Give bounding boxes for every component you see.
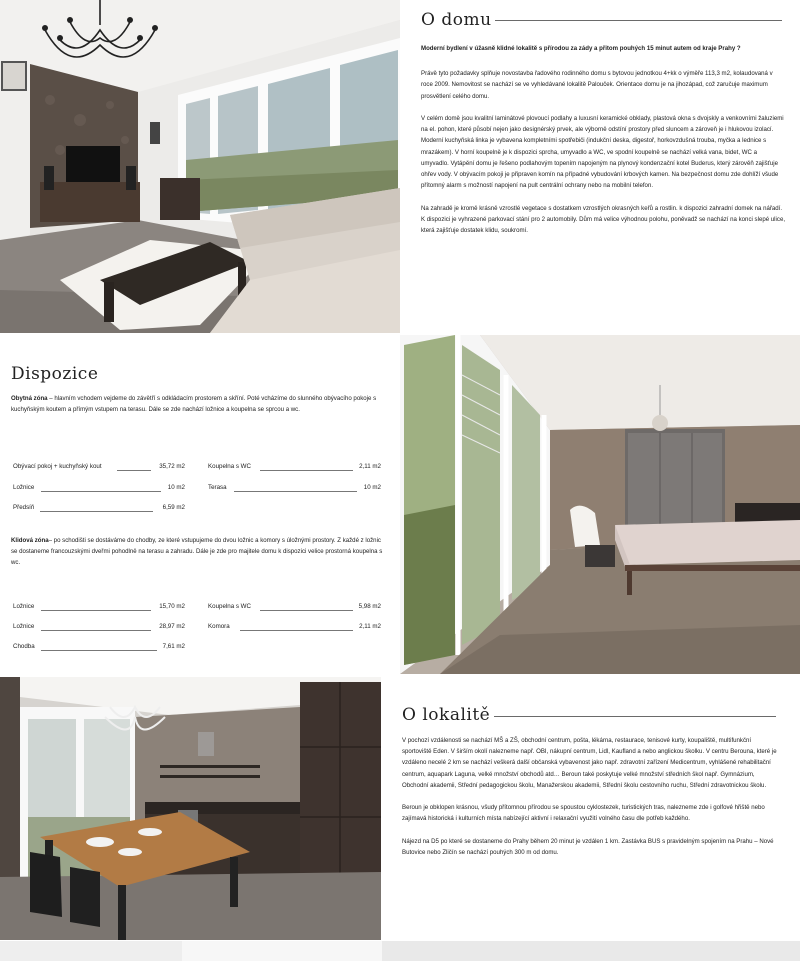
room-area: 35,72 m2 [159, 463, 185, 470]
room-name: Ložnice [13, 623, 35, 630]
area-row [208, 623, 381, 635]
room-area: 10 m2 [167, 484, 185, 491]
upper-floor-heading: Klidová zóna [11, 537, 49, 544]
room-name: Ložnice [13, 603, 35, 610]
area-row [13, 643, 185, 655]
leader-line [234, 491, 357, 492]
leader-line [260, 470, 353, 471]
ground-floor-description: – hlavním vchodem vejdeme do závětří s odkládacím prostorem a skříní. Poté vcházíme do slunného obývacího pokoje s kuchyňským koutem a přímým vstupem na terasu. Dále se zde nachází ložnice a koupelna se sprcou a wc. [11, 395, 377, 414]
leader-line [41, 630, 151, 631]
about-paragraph-2: V celém domě jsou kvalitní laminátové plovoucí podlahy a luxusní keramické obklady, plastová okna s dvojskly a venkovními žaluziemi na el. pohon, které působí nejen jako designérský prvek, ale výborně odstíní prostory před sluncem a zároveň je i hlukovou izolací. Moderní kuchyňská linka je vybavena kompletními spotřebiči (indukční deska, digestoř, horkovzdušná trouba, myčka a lednice s mrazákem). V horní koupelně je k dispozici sprcha, umyvadlo a WC, ve spodní koupelně se nachází velká vana, bidet, WC a umyvadlo. Vytápění domu je řešeno podlahovým topením napojeným na plynový kondenzační kotel Buderus, který zárověň zajišťuje ohřev vody. V obývacím pokoji je připraven komín na případné vybudování krbových kamen. Na bezpečnost domu zde dohlíží všude přítomný alarm s možností napojení na pult centrální ochrany nebo na mobilní telefon. [421, 115, 784, 190]
upper-floor-description: – po schodišti se dostáváme do chodby, ze které vstupujeme do dvou ložnic a komory s úložnými prostory. Z každé z ložnic se dostaneme francouzskými dveřmi pohodlně na terasu a zahradu. Dále je zde pro majitele domu k dispozici velice prostorná koupelna s wc. [11, 537, 383, 567]
location-paragraph-2: Beroun je obklopen krásnou, všudy přítomnou přírodou se spoustou cyklostezek, turistických tras, nalezneme zde i golfové hřiště nebo zajímavá historická i kulturních místa nabízející aktivní i relaxační využití volného času dle potřeb každého. [402, 804, 765, 823]
room-name: Ložnice [13, 484, 35, 491]
room-area: 6,59 m2 [162, 504, 185, 511]
location-title-rule [494, 716, 776, 717]
about-title-rule [495, 20, 782, 21]
room-name: Koupelna s WC [208, 603, 251, 610]
location-paragraph-1: V pochozí vzdálenosti se nachází MŠ a ZŠ, obchodní centrum, pošta, lékárna, restaurace, tenisové kurty, koupaliště, multifunkční sportoviště Eden. V širším okolí nalezneme např. OBI, nákupní centrum, Lidl, Kaufland a nebo anglickou školku. V centru Berouna, které je vzdáleno necelé 2 km se nachází veškerá další občanská vybavenost jako např. zdravotní zařízení Medicentrum, vyhlášené rehabilitační centrum, aquapark Laguna, velké množství obchodů atd… Beroun také poskytuje velké množství středních škol např. Gymnázium, Obchodní akademii, Střední pedagogickou školu, Manažerskou akademii, Střední školu cestovního ruchu, Střední zdravotnickou školu. [402, 737, 777, 789]
room-area: 10 m2 [363, 484, 381, 491]
leader-line [40, 511, 153, 512]
area-row [208, 603, 381, 615]
room-name: Komora [208, 623, 230, 630]
area-row [13, 603, 185, 615]
footer-strip [182, 941, 382, 961]
area-row [13, 623, 185, 635]
ground-floor-text [11, 393, 386, 415]
footer-strip [0, 941, 182, 961]
living-room-photo [0, 0, 400, 333]
room-area: 15,70 m2 [159, 603, 185, 610]
area-row [208, 463, 381, 475]
room-area: 2,11 m2 [359, 463, 381, 470]
about-paragraph-1: Právě tyto požadavky splňuje novostavba řadového rodinného domu s bytovou jednotkou 4+kk o výměře 113,3 m2, kolaudovaná v roce 2009. Nemovitost se nachází se ve vyhledávané lokalitě Palouček. Orientace domu je na jihozápad, což zaručuje maximum prosvětlení celého domu. [421, 70, 773, 100]
room-name: Předsíň [13, 504, 35, 511]
area-row [13, 463, 185, 475]
room-name: Koupelna s WC [208, 463, 251, 470]
kitchen-photo [0, 677, 381, 940]
area-row [208, 484, 381, 496]
about-text [421, 43, 786, 247]
about-title: O domu [421, 10, 492, 30]
leader-line [240, 630, 353, 631]
upper-floor-text [11, 535, 386, 569]
area-row [13, 484, 185, 496]
about-lead: Moderní bydlení v úžasně klidné lokalitě s přírodou za zády a přitom pouhých 15 minut autem od kraje Prahy ? [421, 45, 741, 52]
room-area: 28,97 m2 [159, 623, 185, 630]
room-name: Chodba [13, 643, 35, 650]
leader-line [41, 650, 157, 651]
ground-floor-heading: Obytná zóna [11, 395, 48, 402]
room-area: 5,98 m2 [358, 603, 381, 610]
leader-line [41, 491, 161, 492]
location-title: O lokalitě [402, 705, 491, 725]
about-paragraph-3: Na zahradě je kromě krásně vzrostlé vegetace s dostatkem vzrostlých okrasných keřů a rostlin. k dispozici zahradní domek na nářadí. K dispozici je vyhrazené parkovací stání pro 2 automobily. Dům má velice výhodnou polohu, poněvadž se nachází na konci slepé ulice, která zajišťuje dostatek klidu, soukromí. [421, 204, 786, 235]
location-text [402, 735, 782, 869]
bedroom-photo [400, 335, 800, 674]
layout-title: Dispozice [11, 364, 99, 384]
room-name: Terasa [208, 484, 227, 491]
room-area: 2,11 m2 [359, 623, 381, 630]
footer-strip [382, 941, 800, 961]
location-paragraph-3: Nájezd na D5 po které se dostaneme do Prahy během 20 minut je vzdálen 1 km. Zastávka BUS s pravidelným spojením na Prahu – Nové Butovice nebo Zličín se nachází pouhých 300 m od domu. [402, 837, 774, 856]
leader-line [260, 610, 353, 611]
leader-line [41, 610, 151, 611]
room-name: Obývací pokoj + kuchyňský kout [13, 463, 102, 470]
leader-line [117, 470, 151, 471]
room-area: 7,61 m2 [162, 643, 185, 650]
area-row [13, 504, 185, 516]
